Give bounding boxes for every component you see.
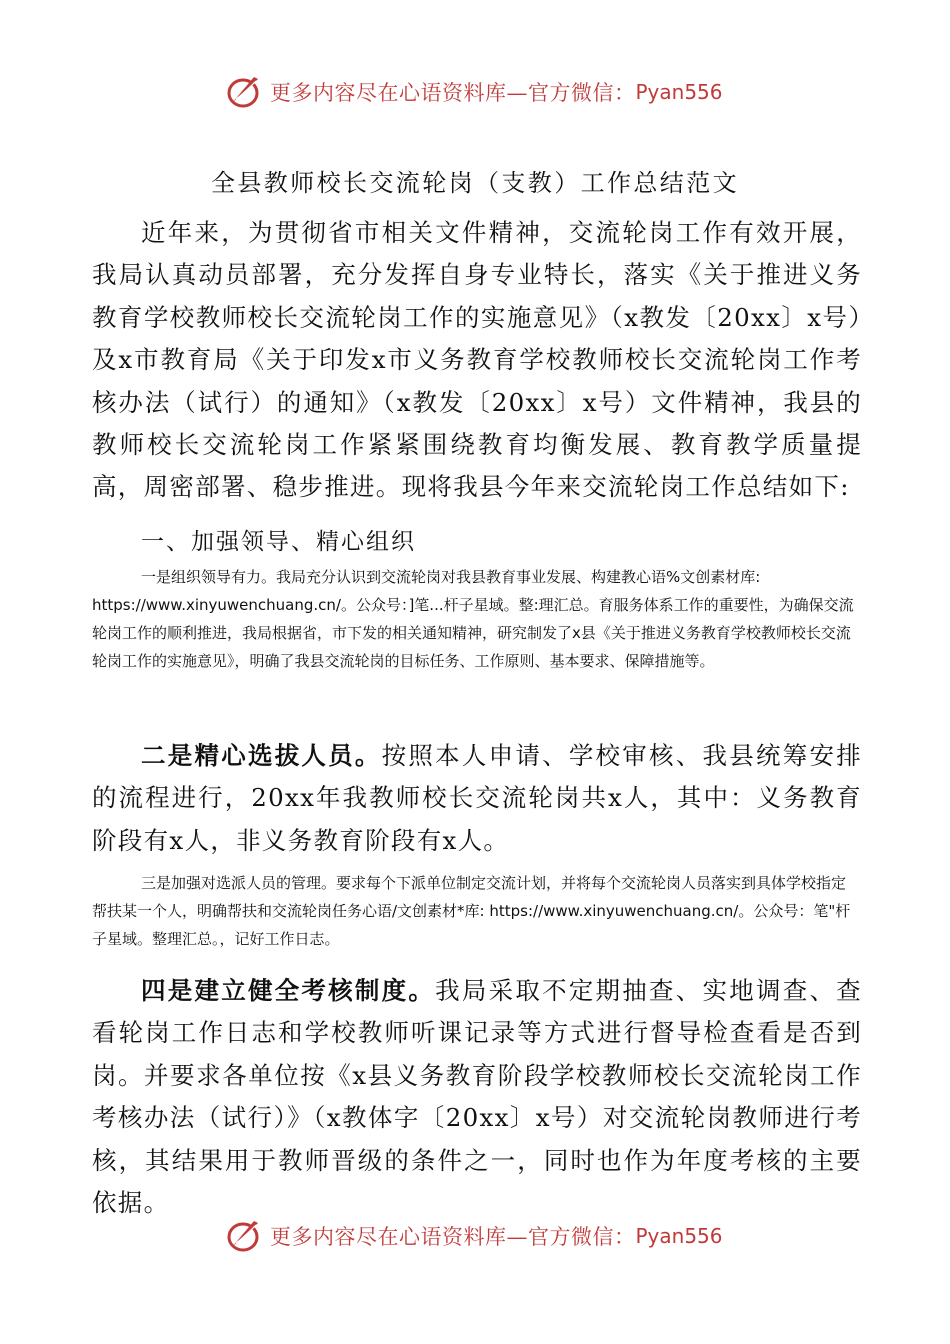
- point-2-paragraph: [92, 735, 862, 862]
- banner-text: 更多内容尽在心语资料库—官方微信：: [270, 81, 636, 105]
- header-banner: [0, 72, 950, 112]
- section-heading-1: 一、加强领导、精心组织: [141, 529, 416, 555]
- footer-banner: [0, 1216, 950, 1256]
- banner-wechat-id: Pyan556: [635, 1224, 723, 1248]
- point-1-paragraph: 一是组织领导有力。我局充分认识到交流轮岗对我县教育事业发展、构建教心语%文创素材库: https://www.xinyuwenchuang.cn/。公众号：]笔...杆子星域。整:理汇总。育服务体系工作的重要性，为确保交流轮岗工作的顺利推进，我局根据省，市下发的相关通知精神，研究制发了x县《关于推进义务教育学校教师校长交流轮岗工作的实施意见》，明确了我县交流轮岗的目标任务、工作原则、基本要求、保障措施等。: [92, 568, 854, 670]
- point-4-paragraph: [92, 970, 862, 1224]
- point-2-lead: 二是精心选拔人员。: [141, 741, 382, 770]
- banner-wechat-id: Pyan556: [635, 80, 723, 104]
- point-4-body: 我局采取不定期抽查、实地调查、查看轮岗工作日志和学校教师听课记录等方式进行督导检查看是否到岗。并要求各单位按《x县义务教育阶段学校教师校长交流轮岗工作考核办法（试行）》（x教体字〔20xx〕x号）对交流轮岗教师进行考核，其结果用于教师晋级的条件之一，同时也作为年度考核的主要依据。: [92, 976, 862, 1218]
- point-4-lead: 四是建立健全考核制度。: [141, 976, 436, 1005]
- point-2-body: 按照本人申请、学校审核、我县统筹安排的流程进行，20xx年我教师校长交流轮岗共x人，其中：义务教育阶段有x人，非义务教育阶段有x人。: [92, 741, 863, 855]
- banner-text: 更多内容尽在心语资料库—官方微信：: [270, 1225, 636, 1249]
- intro-paragraph: 近年来，为贯彻省市相关文件精神，交流轮岗工作有效开展，我局认真动员部署，充分发挥自身专业特长，落实《关于推进义务教育学校教师校长交流轮岗工作的实施意见》（x教发〔20xx〕x号）及x市教育局《关于印发x市义务教育学校教师校长交流轮岗工作考核办法（试行）的通知》（x教发〔20xx〕x号）文件精神，我县的教师校长交流轮岗工作紧紧围绕教育均衡发展、教育教学质量提高，周密部署、稳步推进。现将我县今年来交流轮岗工作总结如下:: [92, 218, 862, 502]
- document-title: 全县教师校长交流轮岗（支教）工作总结范文: [211, 169, 739, 197]
- point-3-paragraph: 三是加强对选派人员的管理。要求每个下派单位制定交流计划，并将每个交流轮岗人员落实到具体学校指定帮扶某一个人，明确帮扶和交流轮岗任务心语/文创素材*库: https://www.xinyuwenchuang.cn/。公众号：笔"杆子星域。整理汇总。，记好工作日志。: [92, 874, 851, 948]
- quill-logo-icon: [224, 73, 266, 111]
- quill-logo-icon: [224, 1217, 266, 1255]
